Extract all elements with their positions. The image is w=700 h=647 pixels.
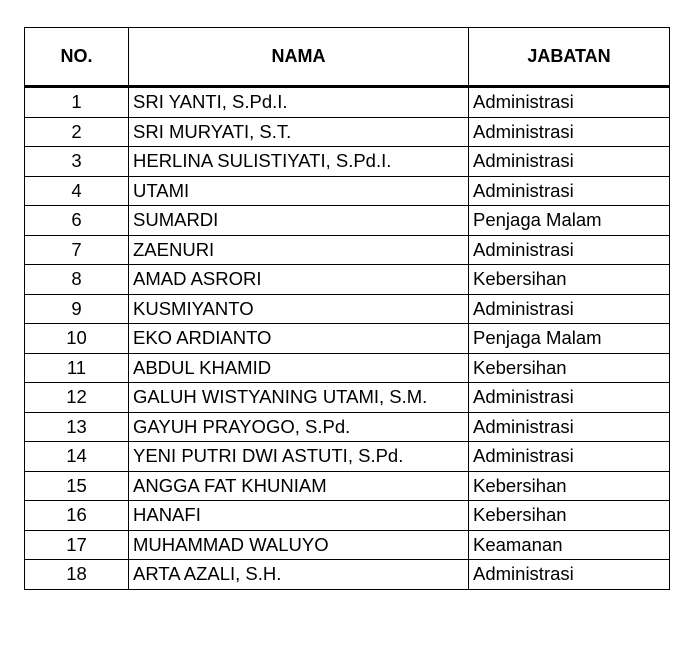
cell-jabatan: Administrasi [469, 176, 670, 206]
cell-jabatan: Administrasi [469, 560, 670, 590]
cell-no: 14 [25, 442, 129, 472]
cell-jabatan: Keamanan [469, 530, 670, 560]
cell-jabatan: Administrasi [469, 87, 670, 118]
cell-jabatan: Administrasi [469, 294, 670, 324]
header-no: NO. [25, 28, 129, 87]
cell-no: 16 [25, 501, 129, 531]
cell-nama: GAYUH PRAYOGO, S.Pd. [129, 412, 469, 442]
cell-no: 1 [25, 87, 129, 118]
table-row [25, 265, 670, 295]
table-row [25, 147, 670, 177]
cell-nama: AMAD ASRORI [129, 265, 469, 295]
cell-no: 11 [25, 353, 129, 383]
cell-nama: HANAFI [129, 501, 469, 531]
table-row [25, 87, 670, 118]
table-row [25, 324, 670, 354]
cell-jabatan: Penjaga Malam [469, 324, 670, 354]
cell-no: 10 [25, 324, 129, 354]
cell-jabatan: Administrasi [469, 383, 670, 413]
cell-no: 6 [25, 206, 129, 236]
cell-jabatan: Kebersihan [469, 471, 670, 501]
staff-table [24, 27, 670, 590]
cell-nama: SRI YANTI, S.Pd.I. [129, 87, 469, 118]
header-nama: NAMA [129, 28, 469, 87]
table-body [25, 87, 670, 590]
cell-jabatan: Administrasi [469, 442, 670, 472]
cell-nama: ABDUL KHAMID [129, 353, 469, 383]
cell-nama: EKO ARDIANTO [129, 324, 469, 354]
cell-nama: ARTA AZALI, S.H. [129, 560, 469, 590]
table-row [25, 412, 670, 442]
cell-no: 15 [25, 471, 129, 501]
cell-no: 18 [25, 560, 129, 590]
table-header [25, 28, 670, 87]
cell-nama: SUMARDI [129, 206, 469, 236]
cell-no: 13 [25, 412, 129, 442]
cell-nama: KUSMIYANTO [129, 294, 469, 324]
table-row [25, 471, 670, 501]
cell-no: 12 [25, 383, 129, 413]
cell-nama: ANGGA FAT KHUNIAM [129, 471, 469, 501]
cell-jabatan: Administrasi [469, 412, 670, 442]
table-row [25, 117, 670, 147]
cell-jabatan: Administrasi [469, 117, 670, 147]
cell-nama: HERLINA SULISTIYATI, S.Pd.I. [129, 147, 469, 177]
table-row [25, 560, 670, 590]
cell-nama: GALUH WISTYANING UTAMI, S.M. [129, 383, 469, 413]
cell-no: 2 [25, 117, 129, 147]
cell-no: 7 [25, 235, 129, 265]
cell-nama: UTAMI [129, 176, 469, 206]
cell-no: 17 [25, 530, 129, 560]
cell-jabatan: Kebersihan [469, 353, 670, 383]
cell-jabatan: Penjaga Malam [469, 206, 670, 236]
cell-no: 4 [25, 176, 129, 206]
cell-nama: SRI MURYATI, S.T. [129, 117, 469, 147]
cell-nama: ZAENURI [129, 235, 469, 265]
cell-jabatan: Kebersihan [469, 265, 670, 295]
table-row [25, 235, 670, 265]
table-row [25, 501, 670, 531]
table-row [25, 383, 670, 413]
cell-no: 8 [25, 265, 129, 295]
table-row [25, 294, 670, 324]
cell-nama: YENI PUTRI DWI ASTUTI, S.Pd. [129, 442, 469, 472]
table-row [25, 176, 670, 206]
cell-jabatan: Kebersihan [469, 501, 670, 531]
cell-jabatan: Administrasi [469, 147, 670, 177]
table-row [25, 442, 670, 472]
cell-no: 3 [25, 147, 129, 177]
cell-no: 9 [25, 294, 129, 324]
cell-jabatan: Administrasi [469, 235, 670, 265]
table-row [25, 353, 670, 383]
cell-nama: MUHAMMAD WALUYO [129, 530, 469, 560]
header-jabatan: JABATAN [469, 28, 670, 87]
table-row [25, 530, 670, 560]
table-row [25, 206, 670, 236]
header-row [25, 28, 670, 87]
